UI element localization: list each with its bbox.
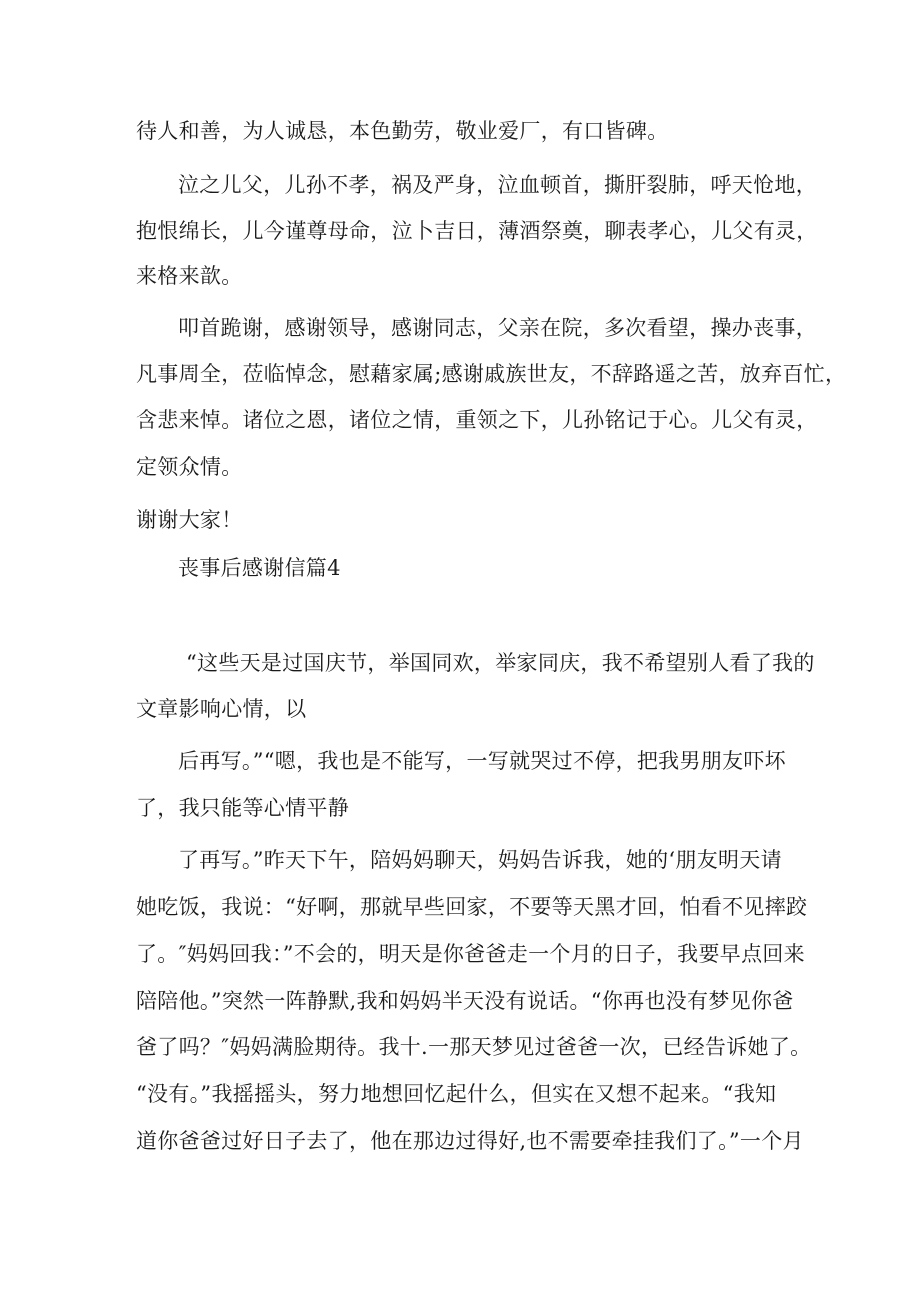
- text-line: 陪陪他。”突然一阵静默,我和妈妈半天没有说话。“你再也没有梦见你爸: [136, 989, 794, 1013]
- text-line: 含悲来悼。诸位之恩，诸位之情，重领之下，儿孙铭记于心。儿父有灵，: [136, 408, 818, 432]
- text-line: 抱恨绵长，儿今谨尊母命，泣卜吉日，薄酒祭奠，聊表孝心，儿父有灵，: [136, 219, 818, 243]
- text-line: 道你爸爸过好日子去了，他在那边过得好,也不需要牵挂我们了。”一个月: [136, 1129, 804, 1153]
- text-line: 文章影响心情，以: [136, 697, 307, 721]
- text-line: 她吃饭，我说：“好啊，那就早些回家，不要等天黑才回，怕看不见摔跤: [136, 895, 808, 919]
- text-line: 来格来歆。: [136, 264, 243, 288]
- text-line: 凡事周全，莅临悼念，慰藉家属;感谢戚族世友，不辞路遥之苦，放弃百忙，: [136, 362, 847, 386]
- text-line: 爸了吗？″妈妈满脸期待。我十.一那天梦见过爸爸一次，已经告诉她了。: [136, 1035, 812, 1059]
- section-heading: 丧事后感谢信篇4: [178, 556, 341, 580]
- text-line: 了，我只能等心情平静: [136, 796, 349, 820]
- text-line: 叩首跪谢，感谢领导，感谢同志，父亲在院，多次看望，操办丧事，: [178, 316, 817, 340]
- text-line: 后再写。”“嗯，我也是不能写，一写就哭过不停，把我男朋友吓坏: [178, 749, 786, 773]
- text-line: “这些天是过国庆节，举国同欢，举家同庆，我不希望别人看了我的: [186, 651, 815, 675]
- text-line: 泣之儿父，儿孙不孝，祸及严身，泣血顿首，撕肝裂肺，呼天怆地，: [178, 173, 817, 197]
- text-line: 谢谢大家！: [136, 508, 243, 532]
- text-line: 了。″妈妈回我：”不会的，明天是你爸爸走一个月的日子，我要早点回来: [136, 942, 805, 966]
- text-line: 了再写。”昨天下午，陪妈妈聊天，妈妈告诉我，她的‘朋友明天请: [178, 848, 782, 872]
- text-line: 定领众情。: [136, 455, 243, 479]
- text-line: 待人和善，为人诚恳，本色勤劳，敬业爱厂，有口皆碑。: [136, 119, 669, 143]
- text-line: “没有。”我摇摇头，努力地想回忆起什么，但实在又想不起来。“我知: [136, 1082, 777, 1106]
